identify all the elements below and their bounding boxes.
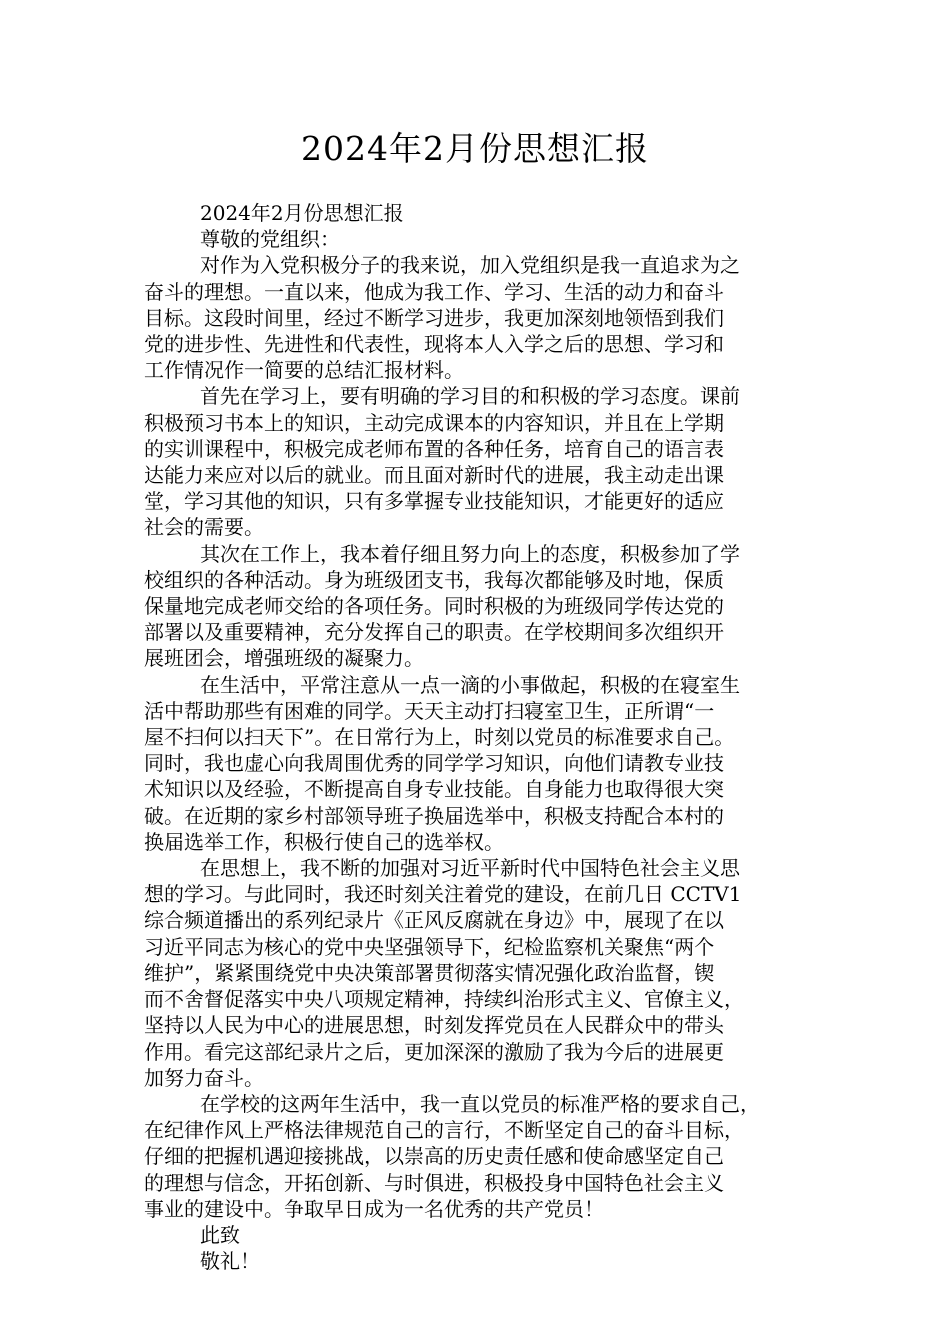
text-line: 在生活中，平常注意从一点一滴的小事做起，积极的在寝室生 bbox=[200, 672, 740, 697]
text-line: 敬礼！ bbox=[200, 1249, 260, 1274]
text-line: 活中帮助那些有困难的同学。天天主动打扫寝室卫生，正所谓“一 bbox=[144, 698, 715, 723]
text-line: 的理想与信念，开拓创新、与时俱进，积极投身中国特色社会主义 bbox=[144, 1170, 724, 1195]
text-line: 在学校的这两年生活中，我一直以党员的标准严格的要求自己， bbox=[200, 1091, 760, 1116]
text-line: 破。在近期的家乡村部领导班子换届选举中，积极支持配合本村的 bbox=[144, 803, 724, 828]
text-line: 想的学习。与此同时，我还时刻关注着党的建设，在前几日 CCTV1 bbox=[144, 882, 742, 907]
text-line: 对作为入党积极分子的我来说，加入党组织是我一直追求为之 bbox=[200, 253, 740, 278]
text-line: 校组织的各种活动。身为班级团支书，我每次都能够及时地，保质 bbox=[144, 567, 724, 592]
document-title: 2024年2月份思想汇报 bbox=[301, 129, 649, 168]
text-line: 党的进步性、先进性和代表性，现将本人入学之后的思想、学习和 bbox=[144, 332, 724, 357]
text-line: 综合频道播出的系列纪录片《正风反腐就在身边》中，展现了在以 bbox=[144, 908, 724, 933]
text-line: 首先在学习上，要有明确的学习目的和积极的学习态度。课前 bbox=[200, 384, 740, 409]
text-line: 同时，我也虚心向我周围优秀的同学学习知识，向他们请教专业技 bbox=[144, 751, 724, 776]
text-line: 保量地完成老师交给的各项任务。同时积极的为班级同学传达党的 bbox=[144, 594, 724, 619]
text-line: 术知识以及经验，不断提高自身专业技能。自身能力也取得很大突 bbox=[144, 777, 724, 802]
text-line: 2024年2月份思想汇报 bbox=[200, 201, 404, 225]
text-line: 坚持以人民为中心的进展思想，时刻发挥党员在人民群众中的带头 bbox=[144, 1013, 724, 1038]
text-line: 习近平同志为核心的党中央坚强领导下，纪检监察机关聚焦“两个 bbox=[144, 934, 715, 959]
text-line: 加努力奋斗。 bbox=[144, 1065, 264, 1090]
text-line: 社会的需要。 bbox=[144, 515, 264, 540]
text-line: 在思想上，我不断的加强对习近平新时代中国特色社会主义思 bbox=[200, 856, 740, 881]
text-line: 作用。看完这部纪录片之后，更加深深的激励了我为今后的进展更 bbox=[144, 1039, 724, 1064]
text-line: 奋斗的理想。一直以来，他成为我工作、学习、生活的动力和奋斗 bbox=[144, 279, 724, 304]
text-line: 事业的建设中。争取早日成为一名优秀的共产党员！ bbox=[144, 1196, 604, 1221]
text-line: 在纪律作风上严格法律规范自己的言行，不断坚定自己的奋斗目标， bbox=[144, 1118, 744, 1143]
text-line: 堂，学习其他的知识，只有多掌握专业技能知识，才能更好的适应 bbox=[144, 489, 724, 514]
text-line: 此致 bbox=[200, 1222, 240, 1247]
text-line: 达能力来应对以后的就业。而且面对新时代的进展，我主动走出课 bbox=[144, 463, 724, 488]
text-line: 展班团会，增强班级的凝聚力。 bbox=[144, 646, 424, 671]
text-line: 维护”，紧紧围绕党中央决策部署贯彻落实情况强化政治监督，锲 bbox=[144, 960, 715, 985]
text-line: 部署以及重要精神，充分发挥自己的职责。在学校期间多次组织开 bbox=[144, 620, 724, 645]
document-body bbox=[144, 200, 806, 1274]
text-line: 换届选举工作，积极行使自己的选举权。 bbox=[144, 829, 504, 854]
text-line: 尊敬的党组织： bbox=[200, 227, 340, 252]
text-line: 目标。这段时间里，经过不断学习进步，我更加深刻地领悟到我们 bbox=[144, 305, 724, 330]
text-line: 屋不扫何以扫天下”。在日常行为上，时刻以党员的标准要求自己。 bbox=[144, 725, 735, 750]
text-line: 仔细的把握机遇迎接挑战，以崇高的历史责任感和使命感坚定自己 bbox=[144, 1144, 724, 1169]
text-line: 其次在工作上，我本着仔细且努力向上的态度，积极参加了学 bbox=[200, 541, 740, 566]
text-line: 积极预习书本上的知识，主动完成课本的内容知识，并且在上学期 bbox=[144, 410, 724, 435]
text-line: 的实训课程中，积极完成老师布置的各种任务，培育自己的语言表 bbox=[144, 436, 724, 461]
text-line: 而不舍督促落实中央八项规定精神，持续纠治形式主义、官僚主义， bbox=[144, 987, 744, 1012]
text-line: 工作情况作一简要的总结汇报材料。 bbox=[144, 358, 464, 383]
